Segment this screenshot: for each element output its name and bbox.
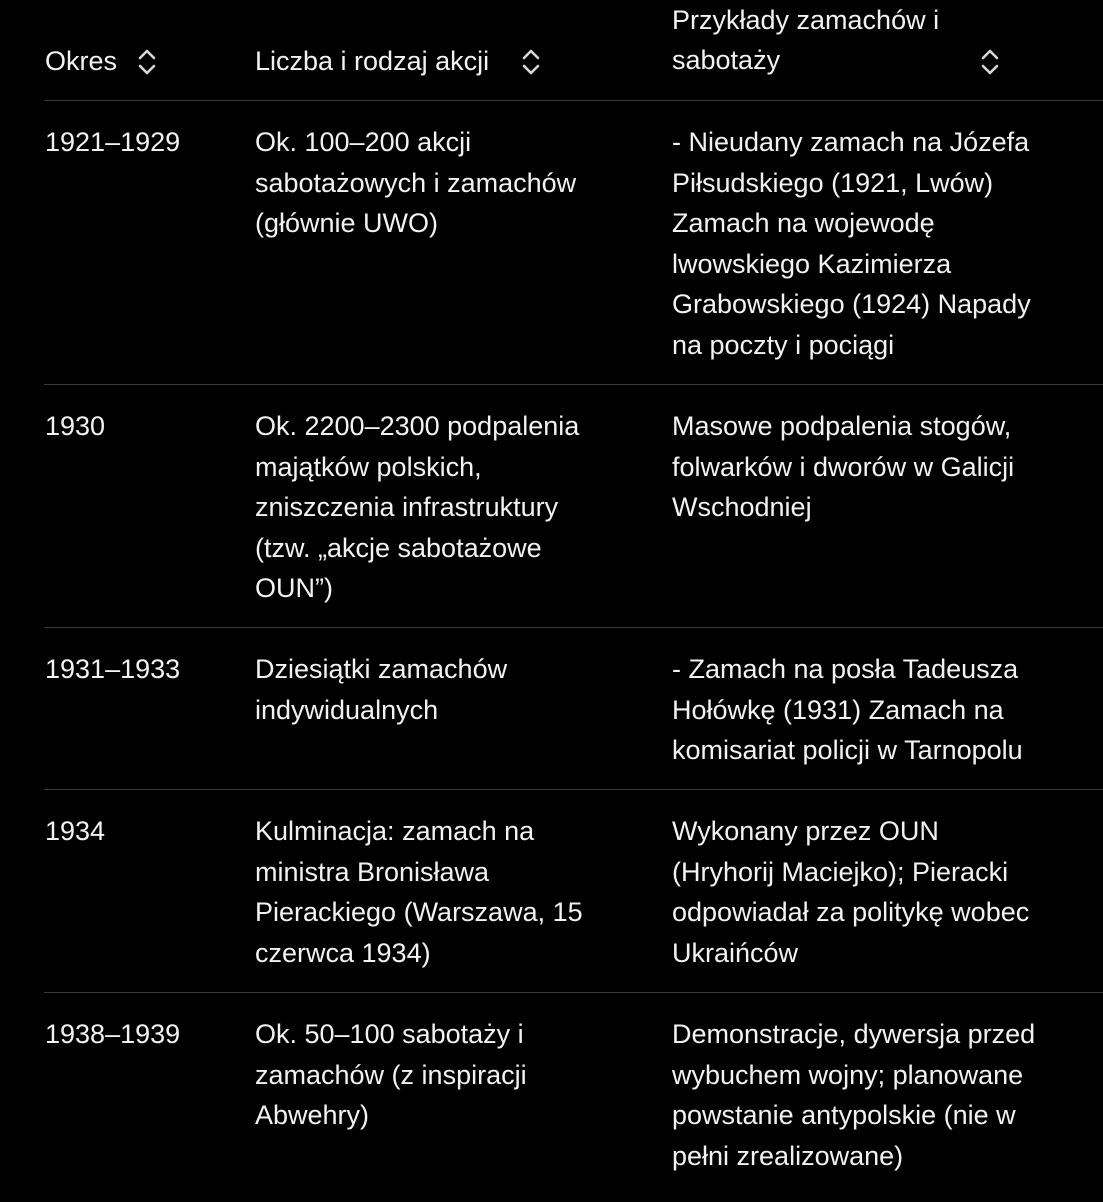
table-row [44, 628, 1103, 790]
cell-przyklady: Wykonany przez OUN (Hryhorij Maciejko); Pieracki odpowiadał za politykę wobec Ukraińców [672, 816, 1030, 968]
cell-przyklady: - Nieudany zamach na Józefa Piłsudskiego (1921, Lwów) Zamach na wojewodę lwowskiego Kazimierza Grabowskiego (1924) Napady na poczty i pociągi [672, 127, 1031, 360]
column-header-przyklady[interactable] [672, 0, 1052, 80]
table-row [44, 993, 1103, 1202]
table-header [44, 0, 1103, 101]
cell-liczba: Kulminacja: zamach na ministra Bronisława Pierackiego (Warszawa, 15 czerwca 1934) [255, 816, 583, 968]
cell-okres: 1930 [45, 411, 106, 441]
cell-przyklady: - Zamach na posła Tadeusza Hołówkę (1931) Zamach na komisariat policji w Tarnopolu [672, 654, 1023, 765]
table-row [44, 385, 1103, 628]
data-table [44, 0, 1103, 1202]
cell-liczba: Ok. 50–100 sabotaży i zamachów (z inspiracji Abwehry) [255, 1019, 527, 1130]
sort-updown-icon[interactable] [136, 48, 158, 76]
cell-okres: 1934 [45, 816, 106, 846]
cell-przyklady: Masowe podpalenia stogów, folwarków i dworów w Galicji Wschodniej [672, 411, 1015, 522]
column-header-label: Przykłady zamachów i sabotaży [672, 5, 940, 75]
cell-okres: 1938–1939 [45, 1019, 181, 1049]
sort-updown-icon[interactable] [520, 48, 542, 76]
table-row [44, 101, 1103, 385]
cell-liczba: Dziesiątki zamachów indywidualnych [255, 654, 508, 725]
column-header-okres[interactable] [45, 41, 117, 81]
cell-okres: 1921–1929 [45, 127, 181, 157]
column-header-label: Okres [45, 46, 118, 76]
table-row [44, 790, 1103, 993]
cell-okres: 1931–1933 [45, 654, 181, 684]
cell-liczba: Ok. 2200–2300 podpalenia majątków polskich, zniszczenia infrastruktury (tzw. „akcje sabotażowe OUN”) [255, 411, 580, 603]
column-header-label: Liczba i rodzaj akcji [255, 46, 490, 76]
sort-updown-icon[interactable] [979, 48, 1001, 76]
cell-przyklady: Demonstracje, dywersja przed wybuchem wojny; planowane powstanie antypolskie (nie w pełni zrealizowane) [672, 1019, 1036, 1171]
cell-liczba: Ok. 100–200 akcji sabotażowych i zamachów (głównie UWO) [255, 127, 577, 238]
column-header-liczba[interactable] [255, 41, 489, 81]
